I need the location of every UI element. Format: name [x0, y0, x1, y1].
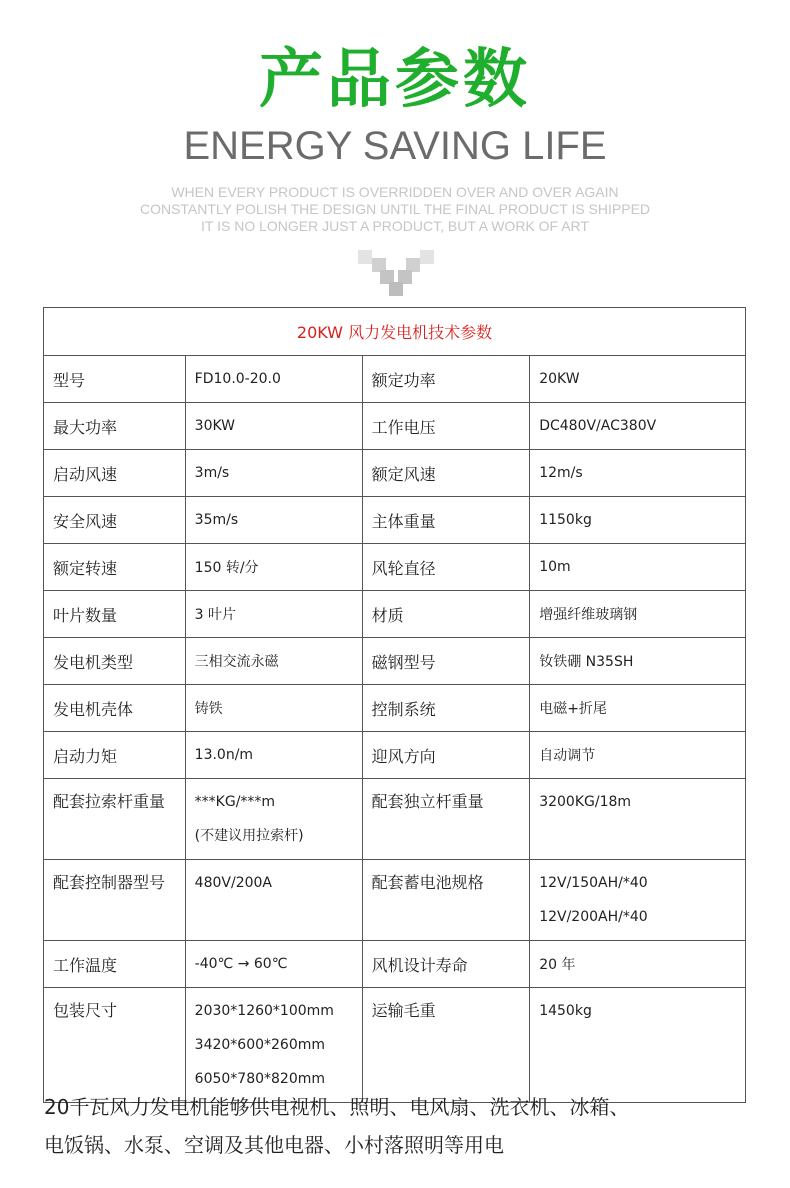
param-label-text: 额定功率	[371, 370, 436, 390]
spec-table	[43, 307, 746, 1103]
param-value	[530, 638, 746, 685]
param-label-text: 启动力矩	[53, 746, 118, 766]
param-label	[44, 497, 186, 544]
param-value-line: DC480V/AC380V	[539, 418, 657, 434]
param-value	[185, 988, 362, 1103]
param-label-text: 发电机壳体	[53, 699, 134, 719]
param-value-line: 自动调节	[539, 748, 596, 764]
param-value-line: 铸铁	[194, 701, 223, 717]
param-label	[362, 591, 530, 638]
param-label-text: 型号	[53, 370, 86, 390]
param-label	[44, 591, 186, 638]
param-value	[530, 685, 746, 732]
param-label	[362, 638, 530, 685]
param-label	[44, 860, 186, 941]
param-value-line: 三相交流永磁	[194, 654, 279, 670]
param-value	[185, 779, 362, 860]
table-row	[44, 638, 746, 685]
param-label	[44, 403, 186, 450]
tagline-line: IT IS NO LONGER JUST A PRODUCT, BUT A WORK OF ART	[201, 218, 589, 234]
param-value	[185, 356, 362, 403]
param-value-line: ***KG/***m	[194, 794, 276, 810]
param-label-text: 发电机类型	[53, 652, 134, 672]
footer-description	[44, 1088, 764, 1164]
param-label-text: 包装尺寸	[53, 1001, 118, 1020]
param-label	[362, 732, 530, 779]
param-value-line: 12V/150AH/*40	[539, 875, 648, 891]
param-value	[185, 497, 362, 544]
param-value-line: 3420*600*260mm	[194, 1037, 326, 1053]
table-row	[44, 591, 746, 638]
table-row	[44, 497, 746, 544]
param-value	[185, 685, 362, 732]
param-value	[185, 403, 362, 450]
param-label	[44, 988, 186, 1103]
param-label-text: 配套拉索杆重量	[53, 792, 166, 811]
param-value-line: 电磁+折尾	[539, 701, 607, 717]
param-label-text: 工作电压	[371, 417, 436, 437]
footer-line: 20千瓦风力发电机能够供电视机、照明、电风扇、洗衣机、冰箱、	[44, 1095, 630, 1119]
param-value	[185, 544, 362, 591]
param-label-text: 启动风速	[53, 464, 118, 484]
param-value	[530, 988, 746, 1103]
param-label-text: 运输毛重	[371, 1001, 436, 1020]
table-row	[44, 356, 746, 403]
param-label	[362, 450, 530, 497]
param-value	[530, 732, 746, 779]
param-value-line: 35m/s	[194, 512, 239, 528]
param-value	[530, 860, 746, 941]
param-label-text: 风机设计寿命	[371, 955, 468, 975]
param-value-line: 1450kg	[539, 1003, 592, 1019]
param-label-text: 最大功率	[53, 417, 118, 437]
param-label-text: 迎风方向	[371, 746, 436, 766]
param-value-line: 480V/200A	[194, 875, 272, 891]
param-label	[44, 356, 186, 403]
param-label-text: 控制系统	[371, 699, 436, 719]
param-value	[185, 941, 362, 988]
param-label	[362, 685, 530, 732]
table-row	[44, 450, 746, 497]
tagline-block	[0, 184, 790, 235]
param-value	[530, 403, 746, 450]
param-value-line: 20KW	[539, 371, 580, 387]
param-label-text: 额定转速	[53, 558, 118, 578]
param-label-text: 磁钢型号	[371, 652, 436, 672]
table-row	[44, 544, 746, 591]
param-value-line: 20 年	[539, 957, 576, 973]
param-value-line: 3m/s	[194, 465, 230, 481]
param-label	[44, 638, 186, 685]
param-label	[362, 544, 530, 591]
param-label	[362, 779, 530, 860]
param-value-line: 6050*780*820mm	[194, 1071, 326, 1087]
param-label-text: 工作温度	[53, 955, 118, 975]
param-label-text: 主体重量	[371, 511, 436, 531]
param-value-line: 30KW	[194, 418, 236, 434]
param-label	[362, 356, 530, 403]
param-label-text: 额定风速	[371, 464, 436, 484]
param-value	[185, 450, 362, 497]
page-subtitle: ENERGY SAVING LIFE	[183, 124, 607, 168]
param-value-line: FD10.0-20.0	[194, 371, 281, 387]
param-value	[185, 638, 362, 685]
param-value-line: -40℃ → 60℃	[194, 956, 288, 972]
footer-line: 电饭锅、水泵、空调及其他电器、小村落照明等用电	[44, 1133, 504, 1157]
param-value-line: 2030*1260*100mm	[194, 1003, 334, 1019]
param-value-line: 150 转/分	[194, 560, 259, 576]
param-value-line: 3200KG/18m	[539, 794, 632, 810]
param-value	[185, 591, 362, 638]
param-label	[362, 497, 530, 544]
param-value	[530, 356, 746, 403]
param-label	[44, 544, 186, 591]
table-row	[44, 403, 746, 450]
table-row	[44, 860, 746, 941]
param-value	[185, 732, 362, 779]
param-value	[530, 497, 746, 544]
param-label-text: 风轮直径	[371, 558, 436, 578]
param-label	[362, 941, 530, 988]
param-value	[530, 779, 746, 860]
param-label-text: 配套控制器型号	[53, 873, 166, 892]
param-label	[44, 450, 186, 497]
table-row	[44, 732, 746, 779]
spec-table-body	[44, 356, 746, 1103]
param-label-text: 材质	[371, 605, 404, 625]
param-label-text: 配套独立杆重量	[371, 792, 484, 811]
table-caption: 20KW 风力发电机技术参数	[44, 308, 746, 356]
param-value	[185, 860, 362, 941]
param-label	[44, 685, 186, 732]
param-label-text: 安全风速	[53, 511, 118, 531]
param-value-line: 增强纤维玻璃钢	[539, 607, 638, 623]
param-value-line: 13.0n/m	[194, 747, 254, 763]
table-row	[44, 685, 746, 732]
param-value-line: (不建议用拉索杆)	[194, 828, 304, 844]
tagline-line: CONSTANTLY POLISH THE DESIGN UNTIL THE FINAL PRODUCT IS SHIPPED	[139, 201, 651, 217]
param-value	[530, 544, 746, 591]
param-label	[362, 860, 530, 941]
param-value-line: 1150kg	[539, 512, 592, 528]
param-value	[530, 450, 746, 497]
param-value-line: 10m	[539, 559, 571, 575]
param-label	[44, 732, 186, 779]
param-label	[362, 988, 530, 1103]
param-value	[530, 941, 746, 988]
param-value-line: 12V/200AH/*40	[539, 909, 648, 925]
page-title: 产品参数	[259, 43, 531, 117]
param-label-text: 叶片数量	[53, 605, 118, 625]
table-row	[44, 988, 746, 1103]
table-row	[44, 779, 746, 860]
param-label	[44, 779, 186, 860]
table-row	[44, 941, 746, 988]
param-value-line: 钕铁硼 N35SH	[539, 654, 634, 670]
param-value	[530, 591, 746, 638]
param-label	[44, 941, 186, 988]
param-label-text: 配套蓄电池规格	[371, 873, 484, 892]
chevron-down-icon	[358, 250, 434, 298]
param-value-line: 3 叶片	[194, 607, 237, 623]
param-label	[362, 403, 530, 450]
tagline-line: WHEN EVERY PRODUCT IS OVERRIDDEN OVER AND OVER AGAIN	[171, 184, 619, 200]
param-value-line: 12m/s	[539, 465, 583, 481]
